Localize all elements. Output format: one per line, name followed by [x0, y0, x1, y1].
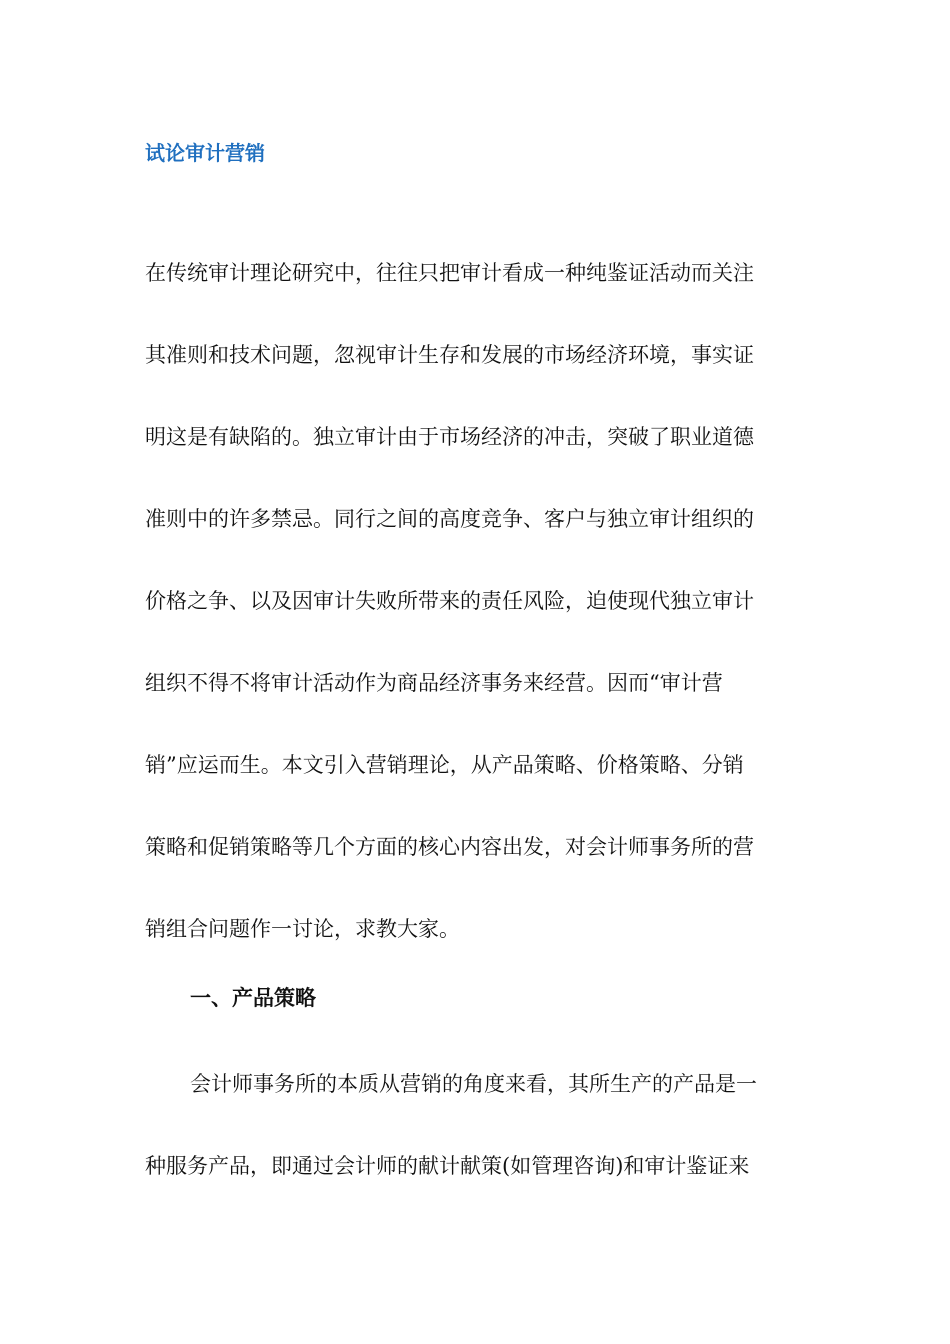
paragraph-line: 销”应运而生。本文引入营销理论，从产品策略、价格策略、分销 — [145, 753, 744, 777]
paragraph-line: 种服务产品，即通过会计师的献计献策(如管理咨询)和审计鉴证来 — [145, 1154, 750, 1178]
paragraph-line: 策略和促销策略等几个方面的核心内容出发，对会计师事务所的营 — [145, 835, 754, 859]
paragraph-line: 其准则和技术问题，忽视审计生存和发展的市场经济环境，事实证 — [145, 343, 754, 367]
paragraph-line: 会计师事务所的本质从营销的角度来看，其所生产的产品是一 — [190, 1072, 757, 1096]
paragraph-line: 价格之争、以及因审计失败所带来的责任风险，迫使现代独立审计 — [145, 589, 754, 613]
document-title: 试论审计营销 — [145, 141, 265, 165]
paragraph-line: 明这是有缺陷的。独立审计由于市场经济的冲击，突破了职业道德 — [145, 425, 754, 449]
section-heading: 一、产品策略 — [190, 986, 316, 1010]
paragraph-line: 在传统审计理论研究中，往往只把审计看成一种纯鉴证活动而关注 — [145, 261, 754, 285]
paragraph-line: 准则中的许多禁忌。同行之间的高度竞争、客户与独立审计组织的 — [145, 507, 754, 531]
paragraph-line: 组织不得不将审计活动作为商品经济事务来经营。因而“审计营 — [145, 671, 723, 695]
paragraph-line: 销组合问题作一讨论，求教大家。 — [145, 917, 460, 941]
